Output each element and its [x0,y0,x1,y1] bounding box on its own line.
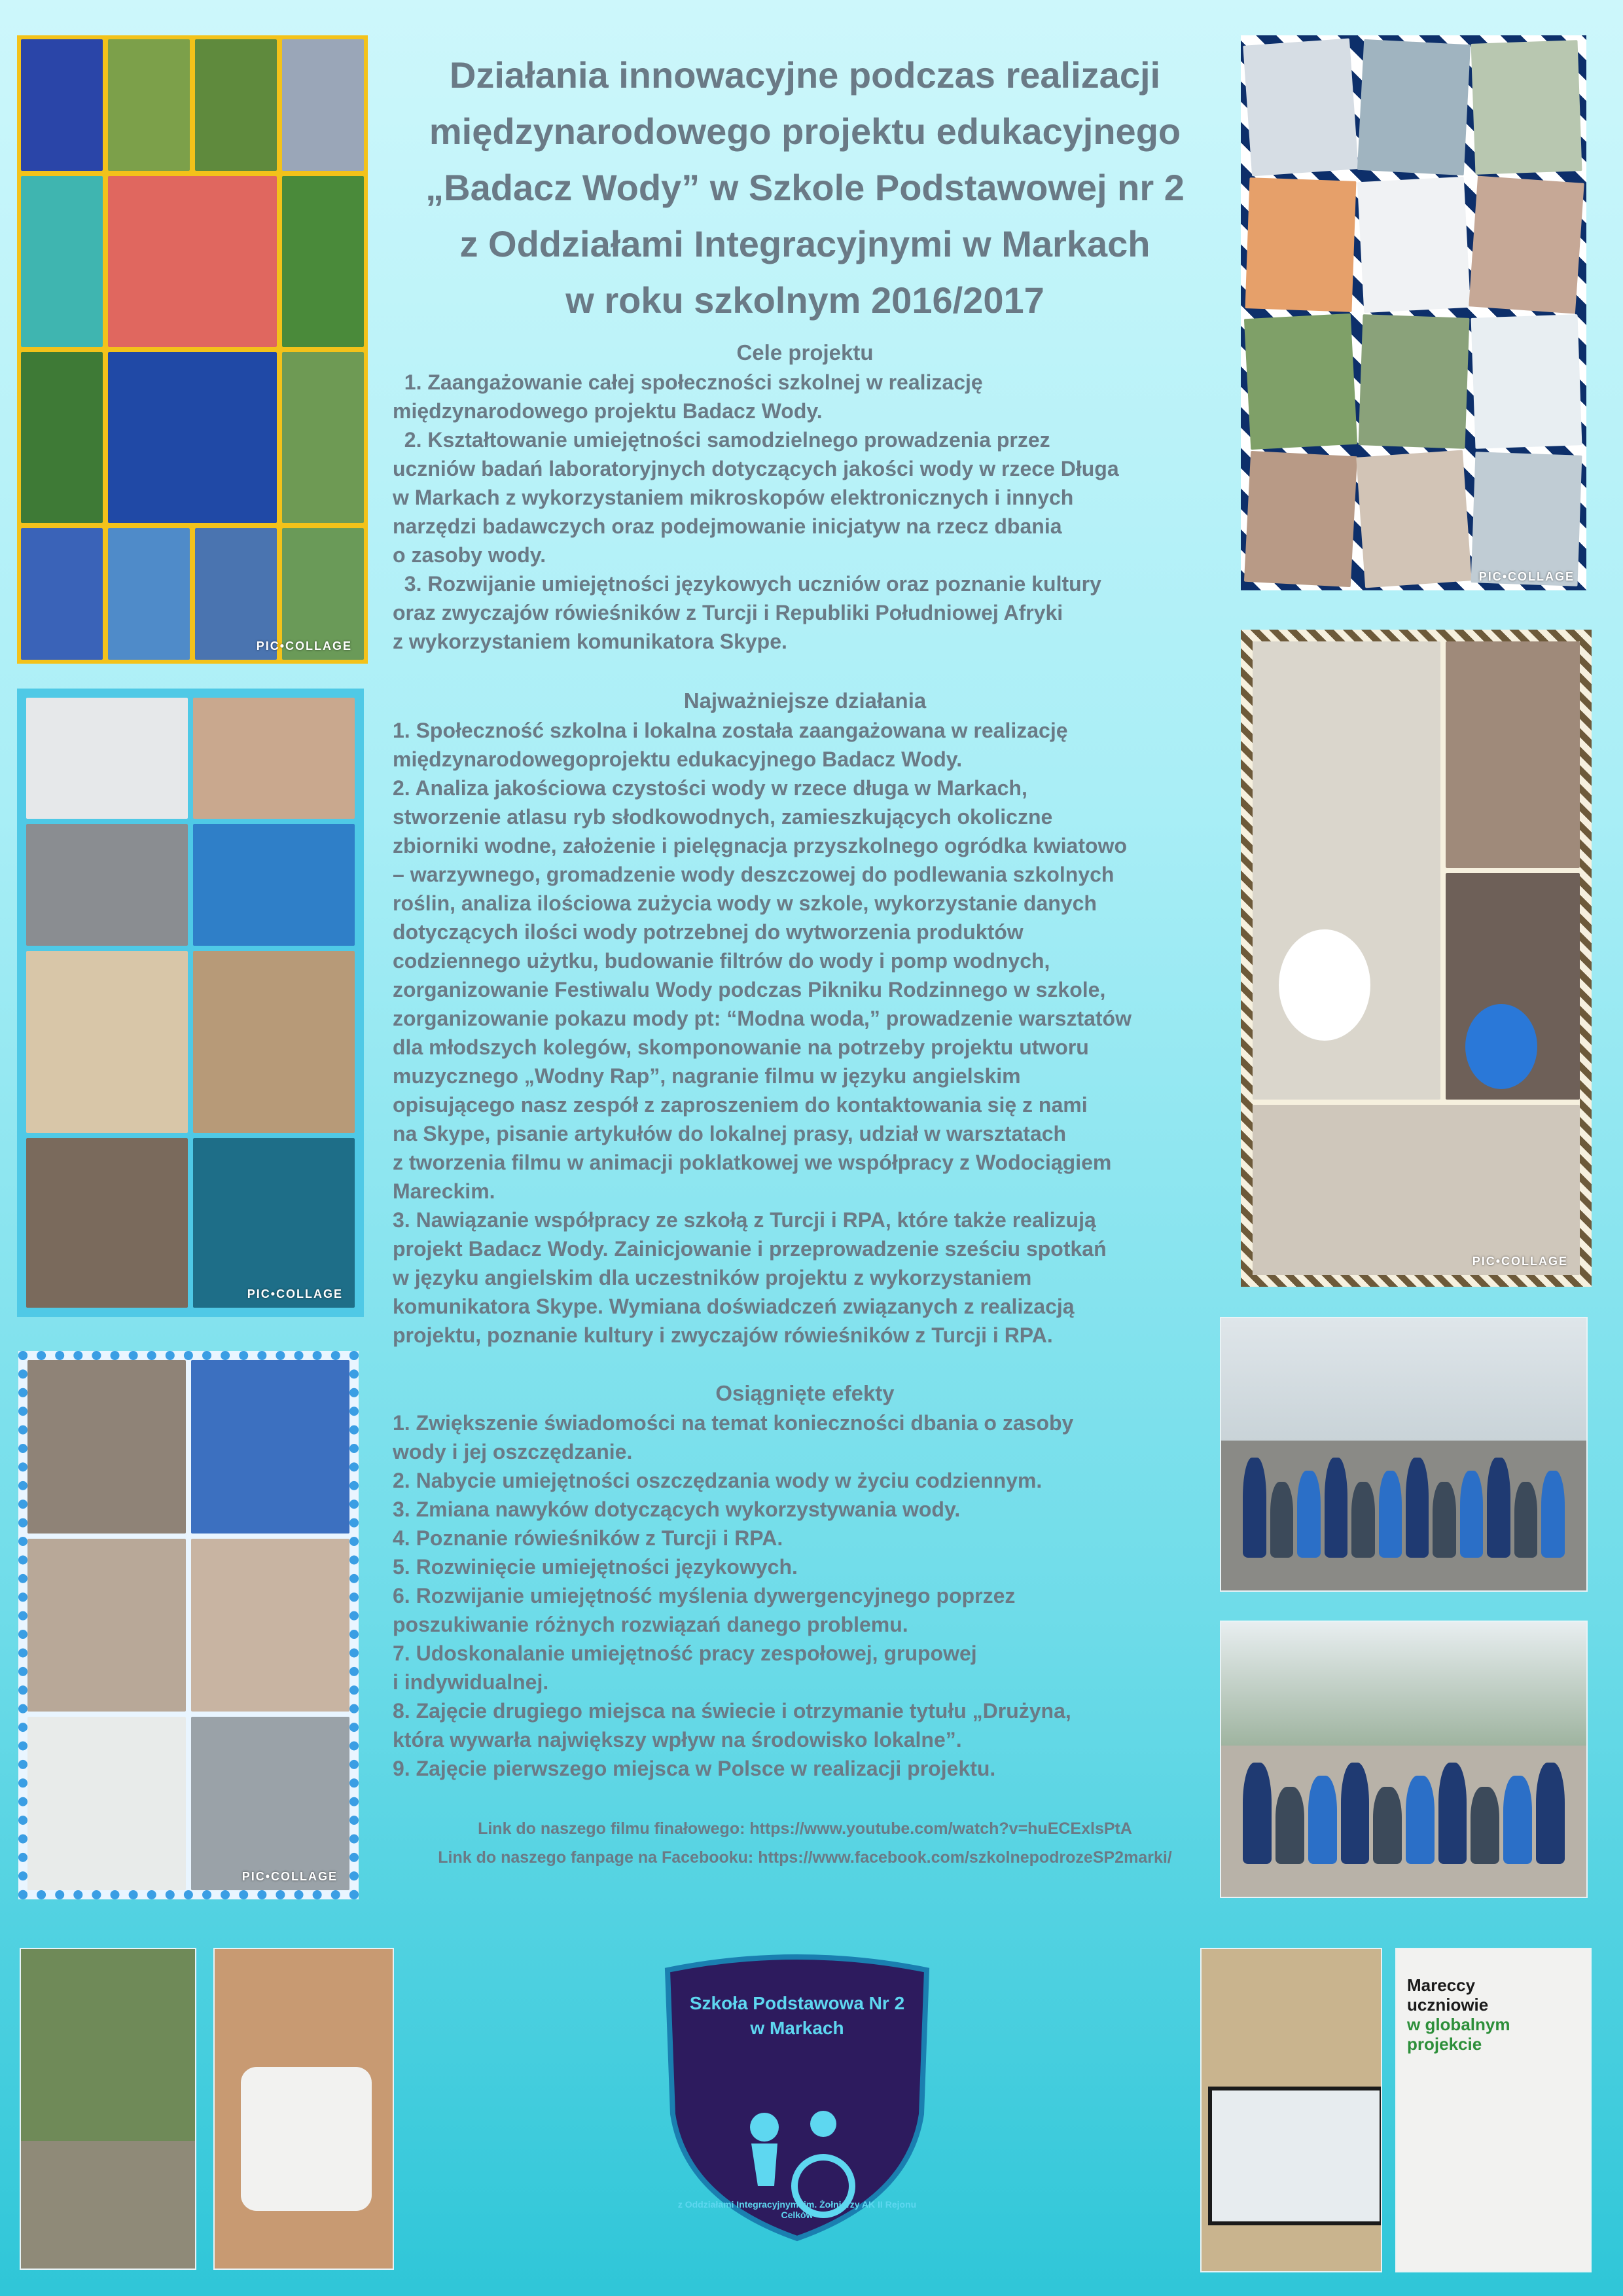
photo-tile [1243,39,1358,176]
actions-line: komunikatora Skype. Wymiana doświadczeń związanych z realizacją [393,1295,1075,1318]
photo-tile [191,1717,349,1890]
balloon-icon [1465,1004,1537,1089]
goals-line: o zasoby wody. [393,543,546,567]
photo-tile [1446,873,1580,1100]
facebook-link[interactable]: Link do naszego fanpage na Facebooku: https://www.facebook.com/szkolnepodrozeSP2marki/ [438,1848,1172,1867]
photo-tile [1471,314,1582,448]
photo-tile [26,698,188,819]
photo-tile [282,39,364,171]
goals-line: uczniów badań laboratoryjnych dotyczących jakości wody w rzece Długa [393,457,1119,480]
photo-tile [21,352,103,523]
actions-heading: Najważniejsze działania [683,689,927,713]
newspaper-headline-line: uczniowie [1407,1995,1489,2015]
photo-tile [282,176,364,347]
photo-tile [1471,40,1582,174]
newspaper-headline-line: projekcie [1407,2034,1482,2054]
photo-tile [193,824,355,945]
goals-heading: Cele projektu [736,340,874,365]
collage-workshops [17,689,364,1317]
goals-line: 1. Zaangażowanie całej społeczności szkolnej w realizację [393,370,983,394]
photo-tile [1471,452,1582,586]
title-line: w roku szkolnym 2016/2017 [565,279,1044,321]
actions-line: roślin, analiza ilościowa zużycia wody w szkole, wykorzystanie danych [393,891,1097,915]
photo-tile [191,1360,349,1534]
title-line: Działania innowacyjne podczas realizacji [449,54,1161,96]
actions-line: dla młodszych kolegów, skomponowanie na potrzeby projektu utworu [393,1035,1089,1059]
results-line: 4. Poznanie rówieśników z Turcji i RPA. [393,1526,783,1550]
pic-collage-watermark: PIC•COLLAGE [1472,1255,1568,1268]
photo-tile [1244,314,1357,450]
photo-tile [27,1360,186,1534]
actions-line: zorganizowanie pokazu mody pt: “Modna woda,” prowadzenie warsztatów [393,1007,1132,1030]
actions-line: 1. Społeczność szkolna i lokalna została zaangażowana w realizację [393,719,1068,742]
photo-river-sampling [20,1948,196,2270]
title-line: międzynarodowego projektu edukacyjnego [429,111,1181,152]
poster-title [366,47,1243,329]
results-line: i indywidualnej. [393,1670,549,1694]
pic-collage-watermark: PIC•COLLAGE [1478,570,1575,583]
goals-line: 2. Kształtowanie umiejętności samodzielnego prowadzenia przez [393,428,1050,452]
pic-collage-watermark: PIC•COLLAGE [247,1287,343,1300]
results-line: 9. Zajęcie pierwszego miejsca w Polsce w realizacji projektu. [393,1757,996,1780]
actions-line: opisującego nasz zespół z zaproszeniem do kontaktowania się z nami [393,1093,1088,1117]
goals-line: narzędzi badawczych oraz podejmowanie inicjatyw na rzecz dbania [393,514,1062,538]
crest-line: Szkoła Podstawowa Nr 2 [689,1993,905,2013]
results-line: 2. Nabycie umiejętności oszczędzania wody w życiu codziennym. [393,1469,1043,1492]
results-line: 5. Rozwinięcie umiejętności językowych. [393,1555,798,1579]
screen-icon [1208,2087,1382,2225]
photo-tile [1253,641,1440,1100]
actions-line: – warzywnego, gromadzenie wody deszczowej do podlewania szkolnych [393,863,1115,886]
photo-tile [108,39,190,171]
photo-tile [1356,450,1471,587]
results-line: wody i jej oszczędzanie. [393,1440,633,1463]
collage-picnic [17,35,368,664]
photo-tile [1469,175,1584,313]
crest-title [660,1991,935,2041]
goals-line: z wykorzystaniem komunikatora Skype. [393,630,787,653]
crest-line: w Markach [750,2018,844,2038]
actions-line: w języku angielskim dla uczestników projektu z wykorzystaniem [393,1266,1032,1289]
photo-tile [193,1138,355,1308]
photo-tile [21,528,103,660]
newspaper-headline-line: Mareccy [1407,1975,1476,1995]
photo-tile [1358,314,1469,448]
results-line: 8. Zajęcie drugiego miejsca na świecie i otrzymanie tytułu „Drużyna, [393,1699,1071,1723]
newspaper-headline [1407,1975,1580,2054]
goals-list [393,368,1243,656]
results-line: 6. Rozwijanie umiejętność myślenia dywergencyjnego poprzez [393,1584,1016,1607]
results-line: 3. Zmiana nawyków dotyczących wykorzystywania wody. [393,1498,961,1521]
goals-line: międzynarodowego projektu Badacz Wody. [393,399,823,423]
photo-tile [1245,177,1357,312]
balloon-icon [1279,929,1370,1041]
photo-tile [21,176,103,347]
results-line: 7. Udoskonalanie umiejętność pracy zespołowej, grupowej [393,1641,977,1665]
actions-line: projekt Badacz Wody. Zainicjowanie i przeprowadzenie sześciu spotkań [393,1237,1107,1261]
photo-tile [108,176,277,347]
collage-skype [1241,630,1592,1287]
actions-line: projektu, poznanie kultury i zwyczajów rówieśników z Turcji i RPA. [393,1323,1053,1347]
actions-line: zorganizowanie Festiwalu Wody podczas Pikniku Rodzinnego w szkole, [393,978,1106,1001]
pic-collage-watermark: PIC•COLLAGE [241,1870,338,1883]
actions-list [393,716,1243,1350]
actions-line: na Skype, pisanie artykułów do lokalnej prasy, udział w warsztatach [393,1122,1067,1145]
actions-line: zbiorniki wodne, założenie i pielęgnacja przyszkolnego ogródka kwiatowo [393,834,1127,857]
actions-line: stworzenie atlasu ryb słodkowodnych, zamieszkujących okoliczne [393,805,1053,829]
pic-collage-watermark: PIC•COLLAGE [256,639,352,653]
photo-group-outdoor [1220,1317,1588,1592]
photo-tile [27,1717,186,1890]
title-line: „Badacz Wody” w Szkole Podstawowej nr 2 [425,167,1185,208]
actions-line: dotyczących ilości wody potrzebnej do wytworzenia produktów [393,920,1024,944]
school-crest [660,1950,935,2245]
photo-tile [1446,641,1580,868]
actions-line: międzynarodowegoprojektu edukacyjnego Badacz Wody. [393,747,963,771]
actions-line: Mareckim. [393,1179,495,1203]
links-block [366,1814,1243,1872]
results-list [393,1408,1243,1783]
photo-tile [193,698,355,819]
photo-tile [108,352,277,523]
photo-tile [195,39,277,171]
results-heading: Osiągnięte efekty [715,1381,895,1405]
photo-tile [282,352,364,523]
photo-microscope [213,1948,394,2270]
newspaper-article [1395,1948,1592,2272]
photo-tile [108,528,190,660]
photo-insect-screen [1200,1948,1382,2272]
photo-tile [193,951,355,1133]
crest-arc-text: z Oddziałami Integracyjnymi im. Żołnierzy AK II Rejonu Celków [677,2199,917,2220]
photo-tile [21,39,103,171]
photo-tile [191,1539,349,1712]
photo-tile [26,951,188,1133]
photo-tile [26,1138,188,1308]
photo-tile [26,824,188,945]
actions-line: muzycznego „Wodny Rap”, nagranie filmu w języku angielskim [393,1064,1021,1088]
photo-tile [1357,39,1471,175]
photo-tile [1244,450,1357,586]
results-line: 1. Zwiększenie świadomości na temat konieczności dbania o zasoby [393,1411,1074,1435]
photo-tile [1357,176,1471,312]
goals-line: 3. Rozwijanie umiejętności językowych uczniów oraz poznanie kultury [393,572,1101,596]
film-link[interactable]: Link do naszego filmu finałowego: https://www.youtube.com/watch?v=huECExlsPtA [478,1820,1132,1838]
photo-group-indoor [1220,1621,1588,1898]
goals-line: oraz zwyczajów rówieśników z Turcji i Republiki Południowej Afryki [393,601,1063,624]
actions-line: 2. Analiza jakościowa czystości wody w rzece długa w Markach, [393,776,1027,800]
goals-line: w Markach z wykorzystaniem mikroskopów elektronicznych i innych [393,486,1074,509]
collage-experiments [18,1351,359,1899]
photo-tile [27,1539,186,1712]
actions-line: codziennego użytku, budowanie filtrów do wody i pomp wodnych, [393,949,1050,973]
title-line: z Oddziałami Integracyjnymi w Markach [459,223,1150,264]
microscope-icon [241,2067,372,2211]
results-line: która wywarła największy wpływ na środowisko lokalne”. [393,1728,962,1751]
photo-tile [1253,1105,1580,1275]
newspaper-headline-line: w globalnym [1407,2015,1510,2034]
collage-team [1241,35,1586,590]
results-line: poszukiwanie różnych rozwiązań danego problemu. [393,1613,908,1636]
actions-line: 3. Nawiązanie współpracy ze szkołą z Turcji i RPA, które także realizują [393,1208,1096,1232]
actions-line: z tworzenia filmu w animacji poklatkowej we współpracy z Wodociągiem [393,1151,1112,1174]
